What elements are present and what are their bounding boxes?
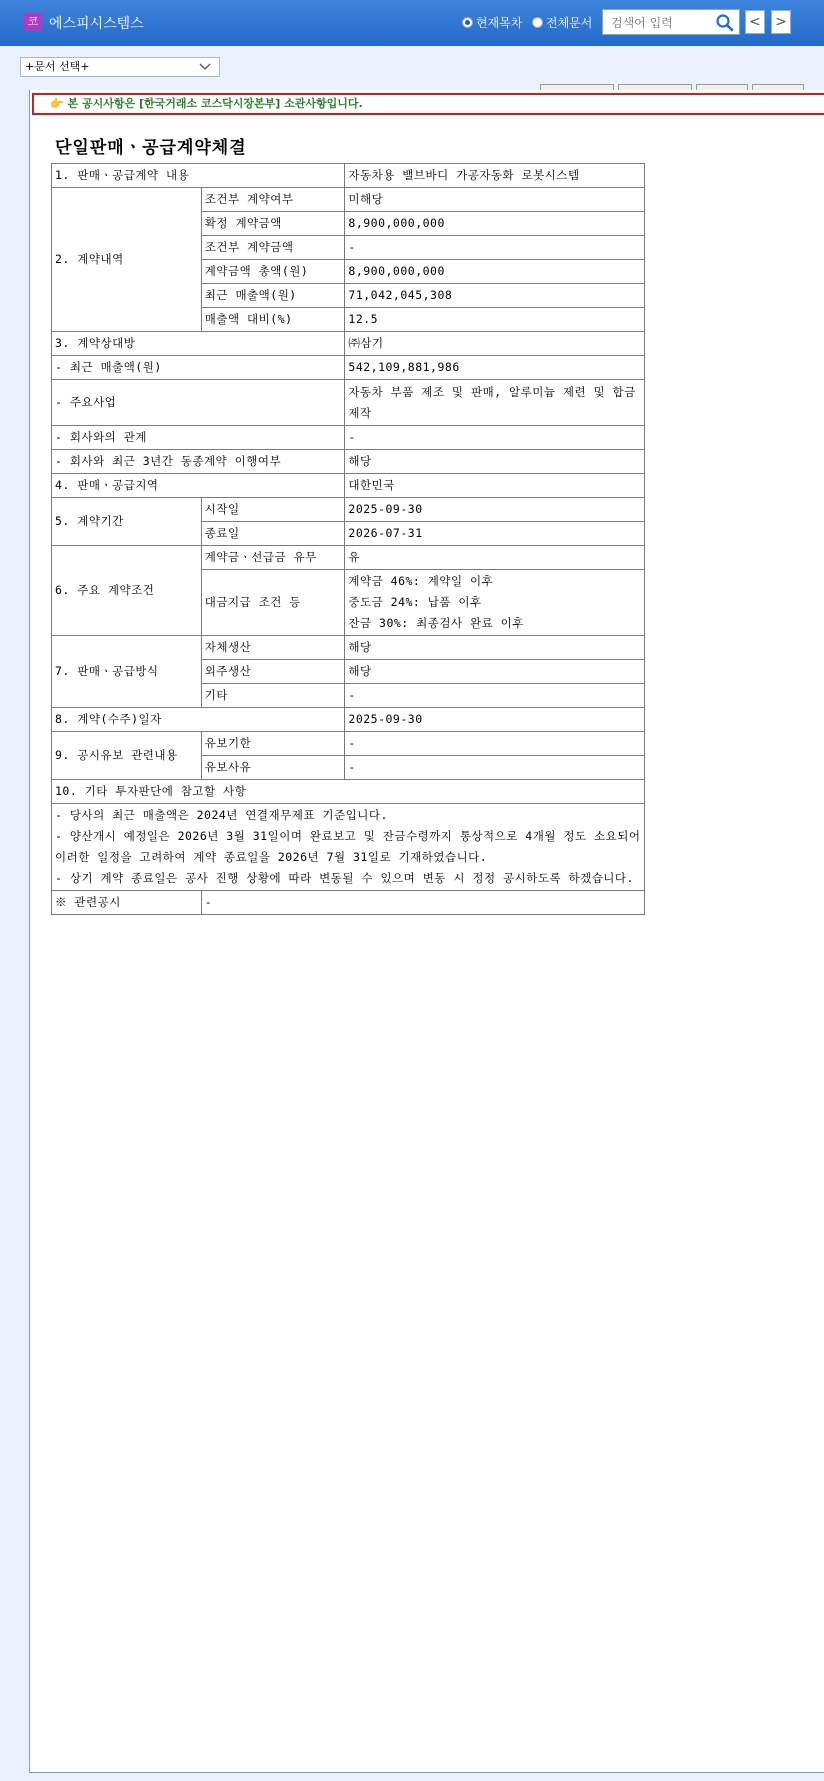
page-title: 단일판매ㆍ공급계약체결	[55, 138, 247, 158]
row-value: -	[345, 732, 645, 756]
payment-term-line: 계약금 46%: 계약일 이후	[348, 574, 494, 588]
radio-selected-icon[interactable]	[462, 17, 473, 28]
radio-current-label: 현재목차	[476, 16, 523, 30]
row-value: 2025-09-30	[345, 708, 645, 732]
table-row	[52, 636, 645, 660]
row-sublabel: 확정 계약금액	[201, 212, 345, 236]
radio-unselected-icon[interactable]	[532, 17, 543, 28]
next-button[interactable]: >	[771, 10, 791, 34]
radio-current-toc[interactable]	[462, 14, 522, 31]
note-line: - 당사의 최근 매출액은 2024년 연결재무제표 기준입니다.	[55, 808, 388, 822]
row-value: -	[345, 236, 645, 260]
row-label: 5. 계약기간	[52, 498, 202, 546]
table-row	[52, 804, 645, 891]
table-row	[52, 164, 645, 188]
row-sublabel: 계약금ㆍ선급금 유무	[201, 546, 345, 570]
row-value: -	[201, 891, 644, 915]
chevron-down-icon	[199, 62, 211, 72]
row-value: 자동차용 밸브바디 가공자동화 로봇시스템	[345, 164, 645, 188]
row-sublabel: 최근 매출액(원)	[201, 284, 345, 308]
table-row	[52, 498, 645, 522]
row-value: 71,042,045,308	[345, 284, 645, 308]
row-label: - 최근 매출액(원)	[52, 356, 345, 380]
row-sublabel: 유보사유	[201, 756, 345, 780]
notice-banner: 👉 본 공시사항은 [한국거래소 코스닥시장본부] 소관사항입니다.	[32, 93, 824, 115]
table-row	[52, 891, 645, 915]
search-box	[602, 9, 740, 35]
table-row	[52, 732, 645, 756]
table-row	[52, 546, 645, 570]
row-sublabel: 유보기한	[201, 732, 345, 756]
row-label: 1. 판매ㆍ공급계약 내용	[52, 164, 345, 188]
row-label: 9. 공시유보 관련내용	[52, 732, 202, 780]
note-line: - 양산개시 예정일은 2026년 3월 31일이며 완료보고 및 잔금수령까지 통상적으로 4개월 정도 소요되어 이러한 일정을 고려하여 계약 종료일을 2026년 7월 31일로 기재하였습니다.	[55, 829, 641, 864]
row-label: 8. 계약(수주)일자	[52, 708, 345, 732]
row-sublabel: 자체생산	[201, 636, 345, 660]
disclosure-table	[51, 163, 645, 915]
row-sublabel: 외주생산	[201, 660, 345, 684]
row-value: 미해당	[345, 188, 645, 212]
document-select-value: +문서 선택+	[25, 60, 90, 73]
row-label: 7. 판매ㆍ공급방식	[52, 636, 202, 708]
row-sublabel: 기타	[201, 684, 345, 708]
row-value: 대한민국	[345, 474, 645, 498]
note-line: - 상기 계약 종료일은 공사 진행 상황에 따라 변동될 수 있으며 변동 시 정정 공시하도록 하겠습니다.	[55, 871, 634, 885]
table-row	[52, 380, 645, 426]
prev-button[interactable]: <	[745, 10, 765, 34]
row-value: 12.5	[345, 308, 645, 332]
search-input[interactable]	[609, 11, 713, 35]
row-value	[52, 804, 645, 891]
row-label: 3. 계약상대방	[52, 332, 345, 356]
row-sublabel: 조건부 계약여부	[201, 188, 345, 212]
table-row	[52, 450, 645, 474]
row-label: 10. 기타 투자판단에 참고할 사항	[52, 780, 645, 804]
row-sublabel: 대금지급 조건 등	[201, 570, 345, 636]
row-value: -	[345, 684, 645, 708]
row-sublabel: 계약금액 총액(원)	[201, 260, 345, 284]
company-logo-icon: 코	[24, 13, 42, 31]
radio-all-docs[interactable]	[532, 14, 592, 31]
row-value: -	[345, 756, 645, 780]
table-row	[52, 474, 645, 498]
row-sublabel: 종료일	[201, 522, 345, 546]
table-row	[52, 356, 645, 380]
row-sublabel: 매출액 대비(%)	[201, 308, 345, 332]
table-row	[52, 426, 645, 450]
row-sublabel: 조건부 계약금액	[201, 236, 345, 260]
row-value: 8,900,000,000	[345, 260, 645, 284]
row-value: 542,109,881,986	[345, 356, 645, 380]
row-label: ※ 관련공시	[52, 891, 202, 915]
row-label: - 회사와 최근 3년간 동종계약 이행여부	[52, 450, 345, 474]
document-select[interactable]	[20, 57, 220, 77]
radio-all-label: 전체문서	[546, 16, 593, 30]
row-label: - 회사와의 관계	[52, 426, 345, 450]
row-value: 자동차 부품 제조 및 판매, 알루미늄 제련 및 합금 제작	[345, 380, 645, 426]
row-value: -	[345, 426, 645, 450]
payment-term-line: 중도금 24%: 납품 이후	[348, 595, 482, 609]
row-label: 4. 판매ㆍ공급지역	[52, 474, 345, 498]
row-label: - 주요사업	[52, 380, 345, 426]
top-bar	[0, 0, 824, 46]
row-value: 해당	[345, 636, 645, 660]
row-value: ㈜삼기	[345, 332, 645, 356]
row-label: 6. 주요 계약조건	[52, 546, 202, 636]
row-value: 해당	[345, 450, 645, 474]
row-value	[345, 570, 645, 636]
row-value: 2026-07-31	[345, 522, 645, 546]
payment-term-line: 잔금 30%: 최종검사 완료 이후	[348, 616, 524, 630]
search-icon[interactable]	[715, 13, 735, 33]
company-name: 에스피시스템스	[49, 16, 144, 32]
table-row	[52, 332, 645, 356]
table-row	[52, 188, 645, 212]
row-value: 8,900,000,000	[345, 212, 645, 236]
row-label: 2. 계약내역	[52, 188, 202, 332]
row-value: 유	[345, 546, 645, 570]
row-value: 2025-09-30	[345, 498, 645, 522]
table-row	[52, 780, 645, 804]
row-value: 해당	[345, 660, 645, 684]
document-frame	[29, 90, 824, 1773]
row-sublabel: 시작일	[201, 498, 345, 522]
table-row	[52, 708, 645, 732]
